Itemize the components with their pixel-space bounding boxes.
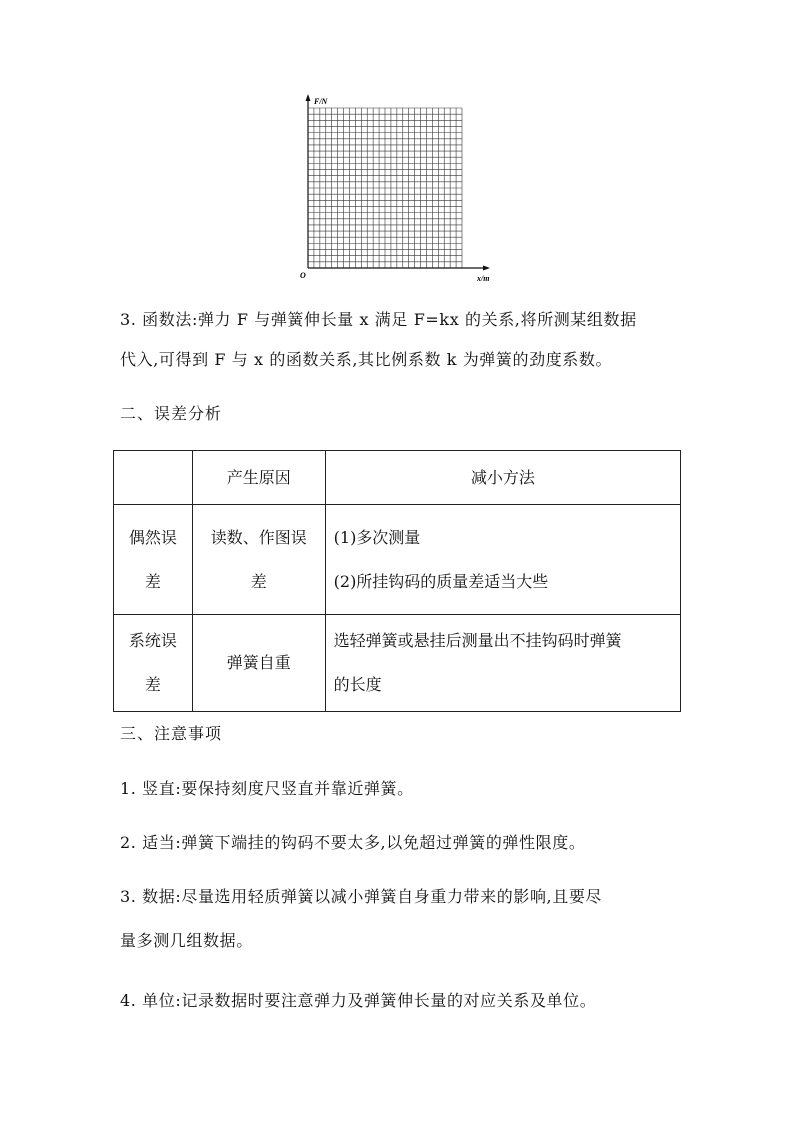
note-item-1: 1. 竖直:要保持刻度尺竖直并靠近弹簧。 bbox=[120, 779, 414, 798]
error-cause-line-1: 读数、作图误 bbox=[210, 527, 307, 547]
function-method-paragraph bbox=[120, 303, 680, 377]
note-item-2: 2. 适当:弹簧下端挂的钩码不要太多,以免超过弹簧的弹性限度。 bbox=[120, 833, 586, 852]
y-axis-label: F/N bbox=[314, 97, 328, 106]
error-analysis-table bbox=[113, 450, 681, 712]
x-axis-arrow-icon bbox=[483, 266, 490, 271]
y-axis-arrow-icon bbox=[306, 94, 311, 101]
error-cause-cell: 弹簧自重 bbox=[192, 615, 325, 712]
table-header-row bbox=[114, 451, 681, 505]
function-method-line-2: 代入,可得到 F 与 x 的函数关系,其比例系数 k 为弹簧的劲度系数。 bbox=[120, 350, 613, 369]
error-method-line-1: (1)多次测量 bbox=[333, 527, 421, 547]
error-cause-cell bbox=[192, 505, 325, 615]
table-header-cause: 产生原因 bbox=[192, 451, 325, 505]
table-header-empty bbox=[114, 451, 193, 505]
graph-svg bbox=[290, 88, 510, 288]
error-method-cell bbox=[325, 615, 680, 712]
error-method-cell bbox=[325, 505, 680, 615]
error-cause-line-2: 差 bbox=[250, 571, 267, 591]
note-item-3-line-2: 量多测几组数据。 bbox=[120, 931, 253, 950]
error-method-line-1: 选轻弹簧或悬挂后测量出不挂钩码时弹簧 bbox=[333, 631, 622, 650]
error-type-cell bbox=[114, 615, 193, 712]
error-type-line-2: 差 bbox=[144, 675, 161, 694]
x-axis-label: x/m bbox=[477, 274, 490, 283]
note-item-4: 4. 单位:记录数据时要注意弹力及弹簧伸长量的对应关系及单位。 bbox=[120, 991, 597, 1010]
note-item-3 bbox=[120, 880, 680, 958]
graph-grid bbox=[308, 108, 462, 268]
table-header-method: 减小方法 bbox=[325, 451, 680, 505]
error-method-line-2: 的长度 bbox=[333, 675, 382, 694]
force-extension-graph bbox=[290, 88, 510, 288]
table-row bbox=[114, 505, 681, 615]
error-type-line-1: 系统误 bbox=[128, 631, 177, 650]
notes-heading: 三、注意事项 bbox=[120, 724, 223, 743]
error-type-line-1: 偶然误 bbox=[128, 527, 177, 547]
error-type-line-2: 差 bbox=[144, 571, 161, 591]
table-row bbox=[114, 615, 681, 712]
origin-label: O bbox=[300, 271, 306, 280]
note-item-3-line-1: 3. 数据:尽量选用轻质弹簧以减小弹簧自身重力带来的影响,且要尽 bbox=[120, 887, 603, 906]
function-method-line-1: 3. 函数法:弹力 F 与弹簧伸长量 x 满足 F=kx 的关系,将所测某组数据 bbox=[120, 310, 637, 329]
error-method-line-2: (2)所挂钩码的质量差适当大些 bbox=[333, 571, 549, 591]
error-analysis-heading: 二、误差分析 bbox=[120, 404, 223, 423]
error-type-cell bbox=[114, 505, 193, 615]
